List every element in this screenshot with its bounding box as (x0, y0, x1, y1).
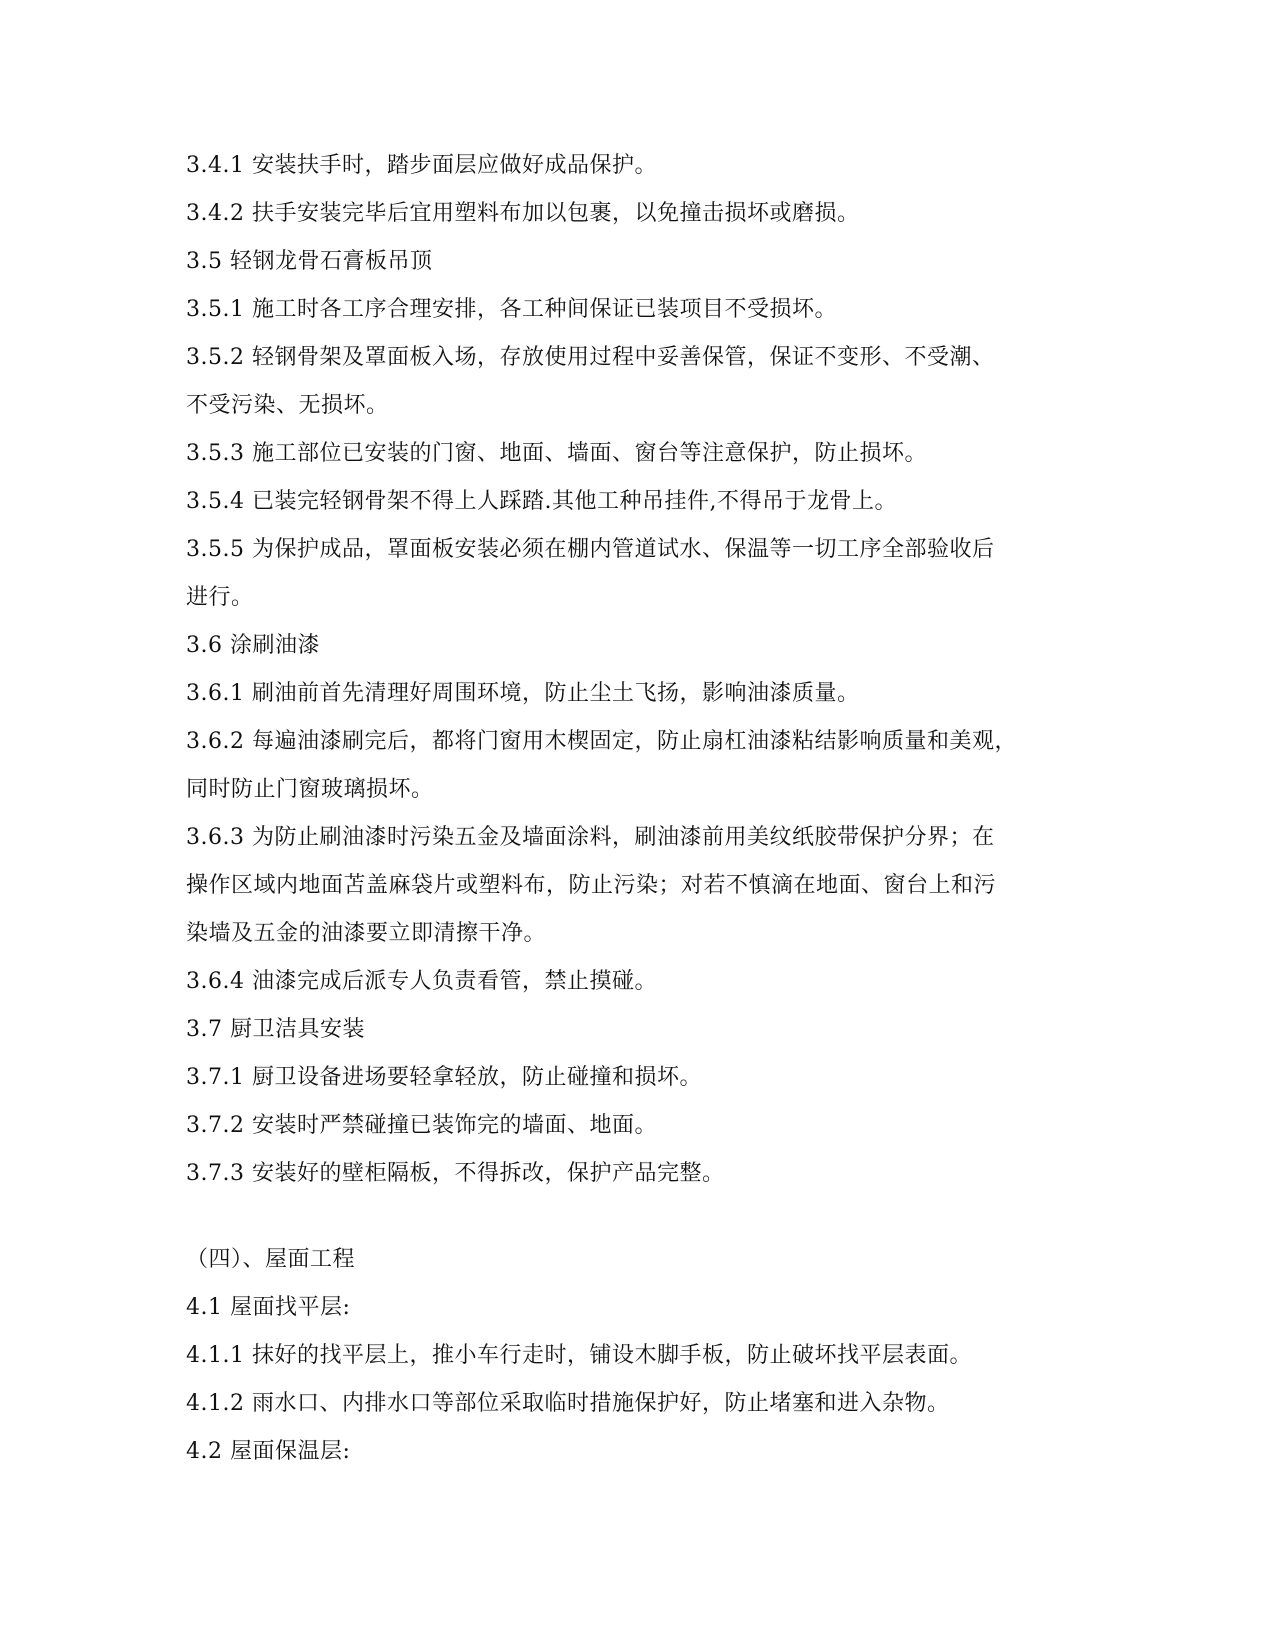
paragraph-line: 同时防止门窗玻璃损坏。 (186, 777, 434, 802)
section-heading: 3.6 涂刷油漆 (186, 633, 320, 658)
paragraph-line: 进行。 (186, 585, 254, 610)
paragraph-line: 3.5.2 轻钢骨架及罩面板入场，存放使用过程中妥善保管，保证不变形、不受潮、 (186, 345, 995, 370)
paragraph-line: 3.4.2 扶手安装完毕后宜用塑料布加以包裹，以免撞击损坏或磨损。 (186, 201, 860, 226)
paragraph-line: 3.5.4 已装完轻钢骨架不得上人踩踏.其他工种吊挂件,不得吊于龙骨上。 (186, 489, 897, 514)
paragraph-line: 3.5.1 施工时各工序合理安排，各工种间保证已装项目不受损坏。 (186, 297, 837, 322)
paragraph-line: 3.4.1 安装扶手时，踏步面层应做好成品保护。 (186, 153, 657, 178)
paragraph-line: 3.6.2 每遍油漆刷完后，都将门窗用木楔固定，防止扇杠油漆粘结影响质量和美观， (186, 729, 1017, 754)
chapter-heading: （四）、屋面工程 (186, 1247, 356, 1272)
section-heading: 4.2 屋面保温层: (186, 1439, 351, 1464)
paragraph-line: 3.6.1 刷油前首先清理好周围环境，防止尘土飞扬，影响油漆质量。 (186, 681, 860, 706)
paragraph-line: 3.6.3 为防止刷油漆时污染五金及墙面涂料，刷油漆前用美纹纸胶带保护分界；在 (186, 825, 995, 850)
section-spacer (186, 1198, 1091, 1236)
paragraph-line: 操作区域内地面苫盖麻袋片或塑料布，防止污染；对若不慎滴在地面、窗台上和污 (186, 873, 997, 898)
paragraph-line: 3.6.4 油漆完成后派专人负责看管，禁止摸碰。 (186, 969, 657, 994)
section-heading: 3.7 厨卫洁具安装 (186, 1017, 365, 1042)
paragraph-line: 染墙及五金的油漆要立即清擦干净。 (186, 921, 547, 946)
paragraph-line: 3.7.2 安装时严禁碰撞已装饰完的墙面、地面。 (186, 1113, 657, 1138)
paragraph-line: 3.5.5 为保护成品，罩面板安装必须在棚内管道试水、保温等一切工序全部验收后 (186, 537, 995, 562)
paragraph-line: 3.7.3 安装好的壁柜隔板，不得拆改，保护产品完整。 (186, 1161, 725, 1186)
section-heading: 3.5 轻钢龙骨石膏板吊顶 (186, 249, 433, 274)
section-heading: 4.1 屋面找平层: (186, 1295, 351, 1320)
paragraph-line: 4.1.1 抹好的找平层上，推小车行走时，铺设木脚手板，防止破坏找平层表面。 (186, 1343, 972, 1368)
paragraph-line: 3.5.3 施工部位已安装的门窗、地面、墙面、窗台等注意保护，防止损坏。 (186, 441, 927, 466)
document-body (186, 142, 1091, 1476)
paragraph-line: 不受污染、无损坏。 (186, 393, 389, 418)
paragraph-line: 4.1.2 雨水口、内排水口等部位采取临时措施保护好，防止堵塞和进入杂物。 (186, 1391, 950, 1416)
paragraph-line: 3.7.1 厨卫设备进场要轻拿轻放，防止碰撞和损坏。 (186, 1065, 702, 1090)
